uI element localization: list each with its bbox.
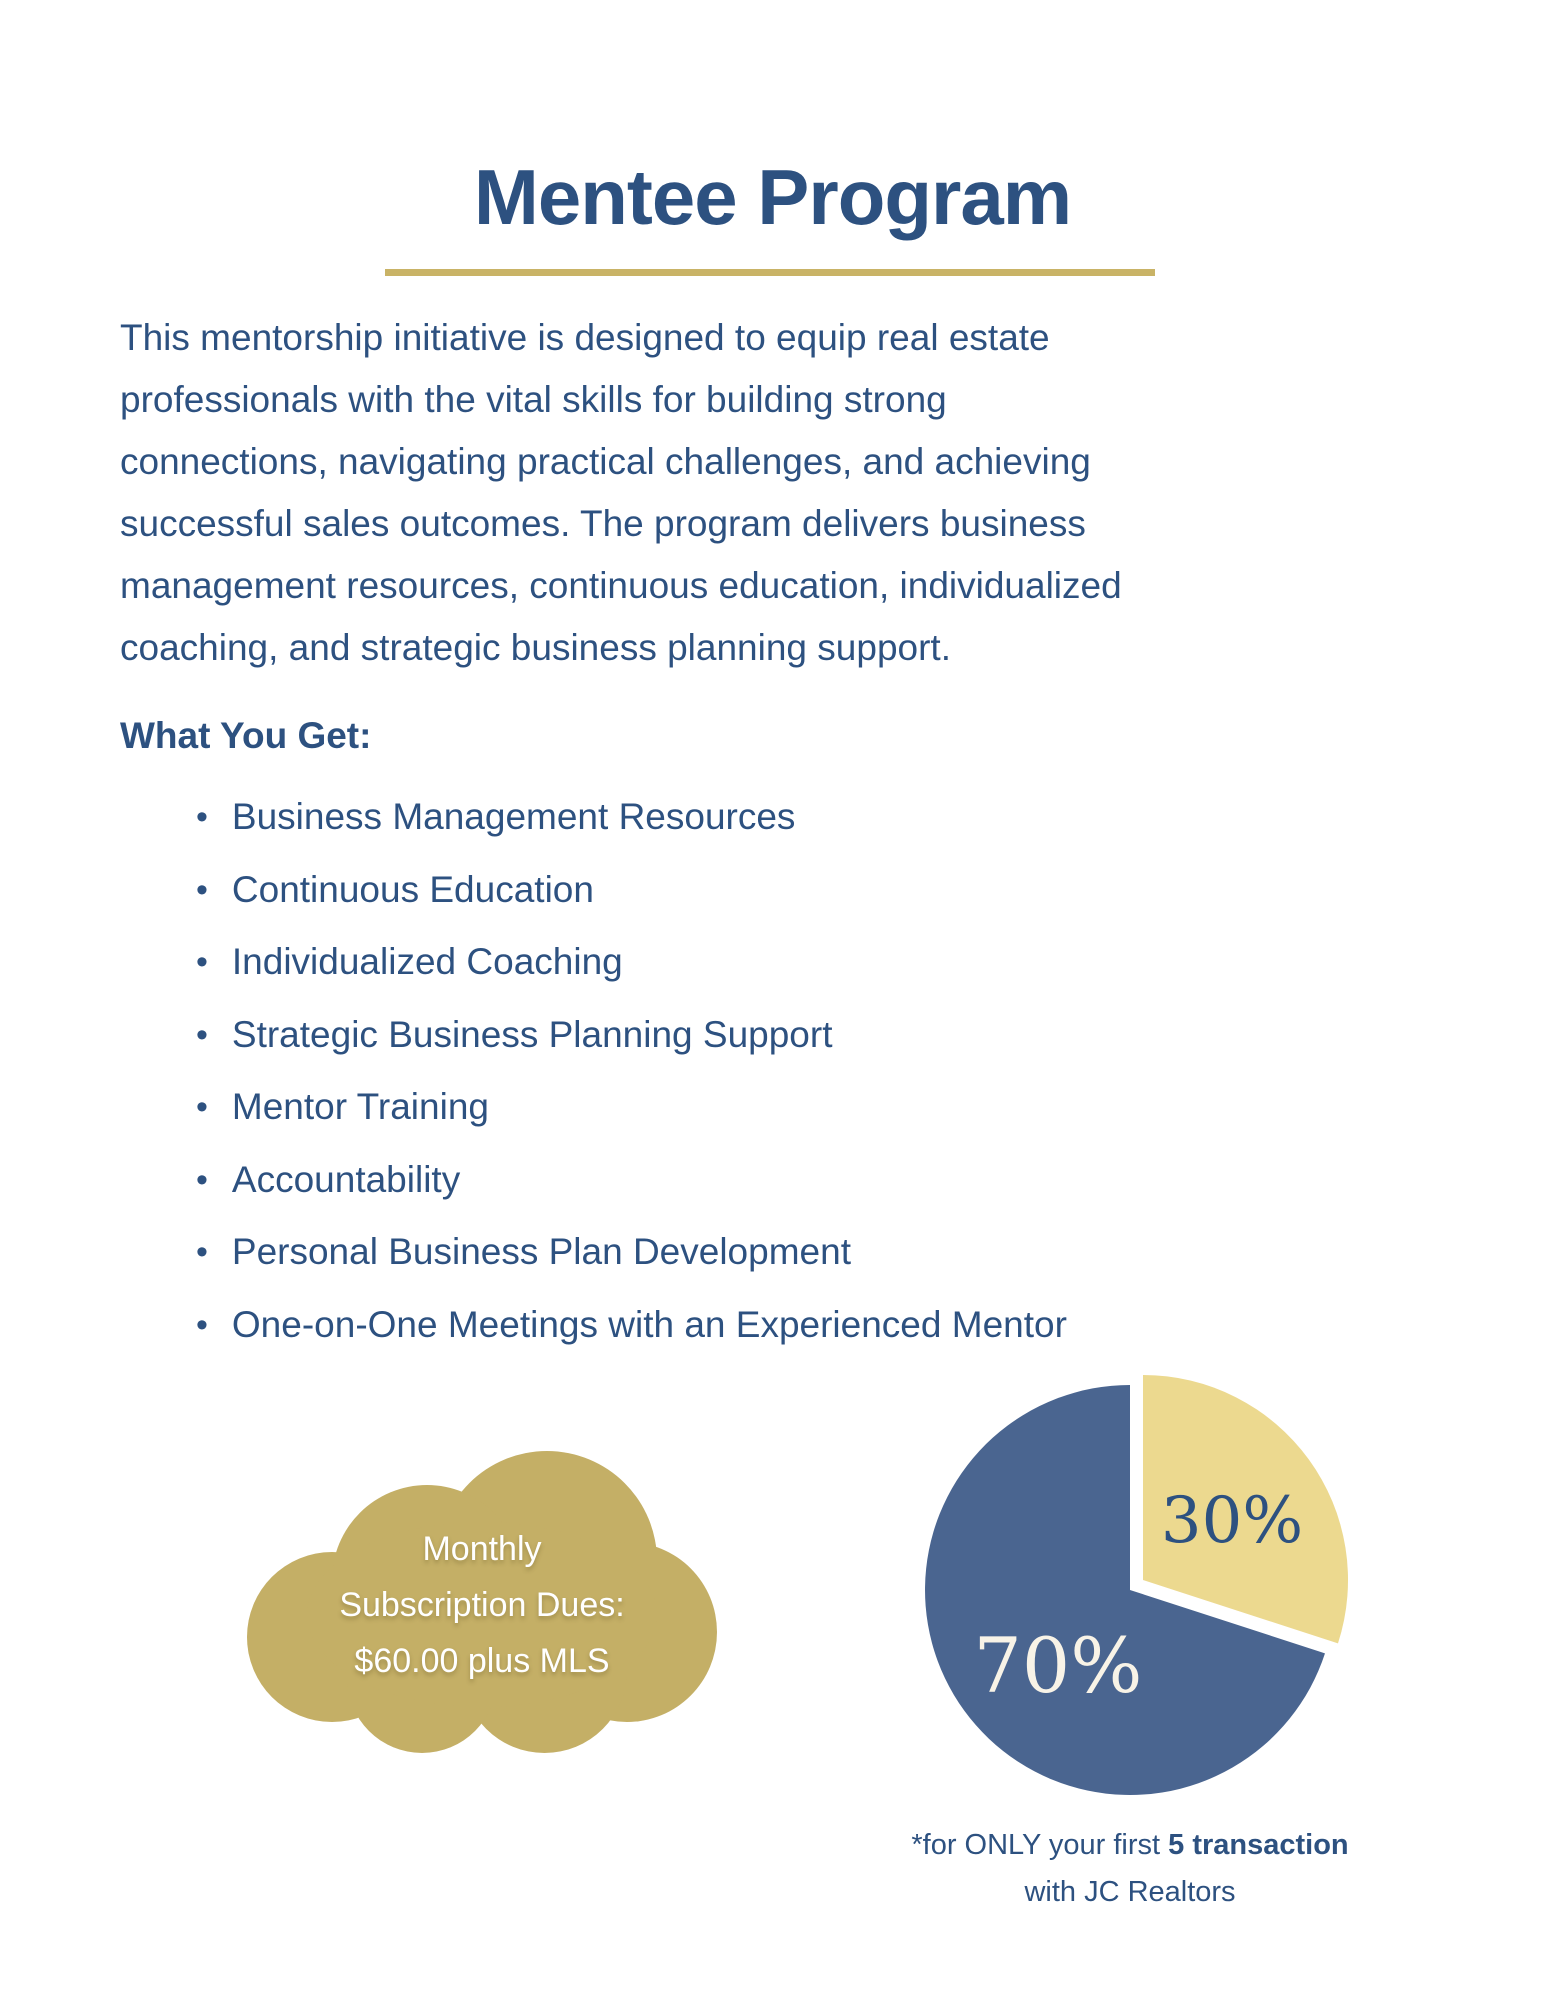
intro-line: successful sales outcomes. The program delivers business <box>120 503 1086 544</box>
footnote-line <box>855 1822 1405 1869</box>
list-item: • Personal Business Plan Development <box>196 1216 1356 1289</box>
cloud-text-line: Subscription Dues: <box>339 1586 625 1624</box>
intro-line: connections, navigating practical challenges, and achieving <box>120 441 1091 482</box>
footnote-line: with JC Realtors <box>1024 1876 1236 1908</box>
pie-footnote <box>855 1822 1405 1916</box>
footnote-bold: 5 transaction <box>1168 1829 1349 1861</box>
page-title: Mentee Program <box>473 153 1072 241</box>
list-item: • Individualized Coaching <box>196 926 1356 999</box>
list-item: • Mentor Training <box>196 1071 1356 1144</box>
list-item: • Continuous Education <box>196 854 1356 927</box>
cloud-text-line: $60.00 plus MLS <box>354 1642 610 1680</box>
list-item: • Business Management Resources <box>196 781 1356 854</box>
benefits-list <box>196 781 1356 1361</box>
list-item: • Strategic Business Planning Support <box>196 999 1356 1072</box>
intro-line: management resources, continuous education, individualized <box>120 565 1122 606</box>
list-item: • Accountability <box>196 1144 1356 1217</box>
commission-split-pie-chart <box>910 1365 1360 1805</box>
cloud-text-line: Monthly <box>422 1530 542 1568</box>
title-divider <box>385 269 1155 276</box>
intro-line: coaching, and strategic business planning support. <box>120 627 951 668</box>
what-you-get-heading: What You Get: <box>120 715 372 756</box>
intro-line: This mentorship initiative is designed to equip real estate <box>120 317 1050 358</box>
pie-label-30: 30% <box>1160 1484 1304 1558</box>
subscription-dues-cloud-badge <box>247 1457 717 1753</box>
list-item: • One-on-One Meetings with an Experienced Mentor <box>196 1289 1356 1362</box>
subscription-dues-text <box>247 1457 717 1753</box>
intro-line: professionals with the vital skills for building strong <box>120 379 947 420</box>
intro-paragraph <box>120 307 1350 679</box>
pie-label-70: 70% <box>973 1621 1143 1710</box>
footnote-prefix: *for ONLY your first <box>911 1829 1169 1861</box>
